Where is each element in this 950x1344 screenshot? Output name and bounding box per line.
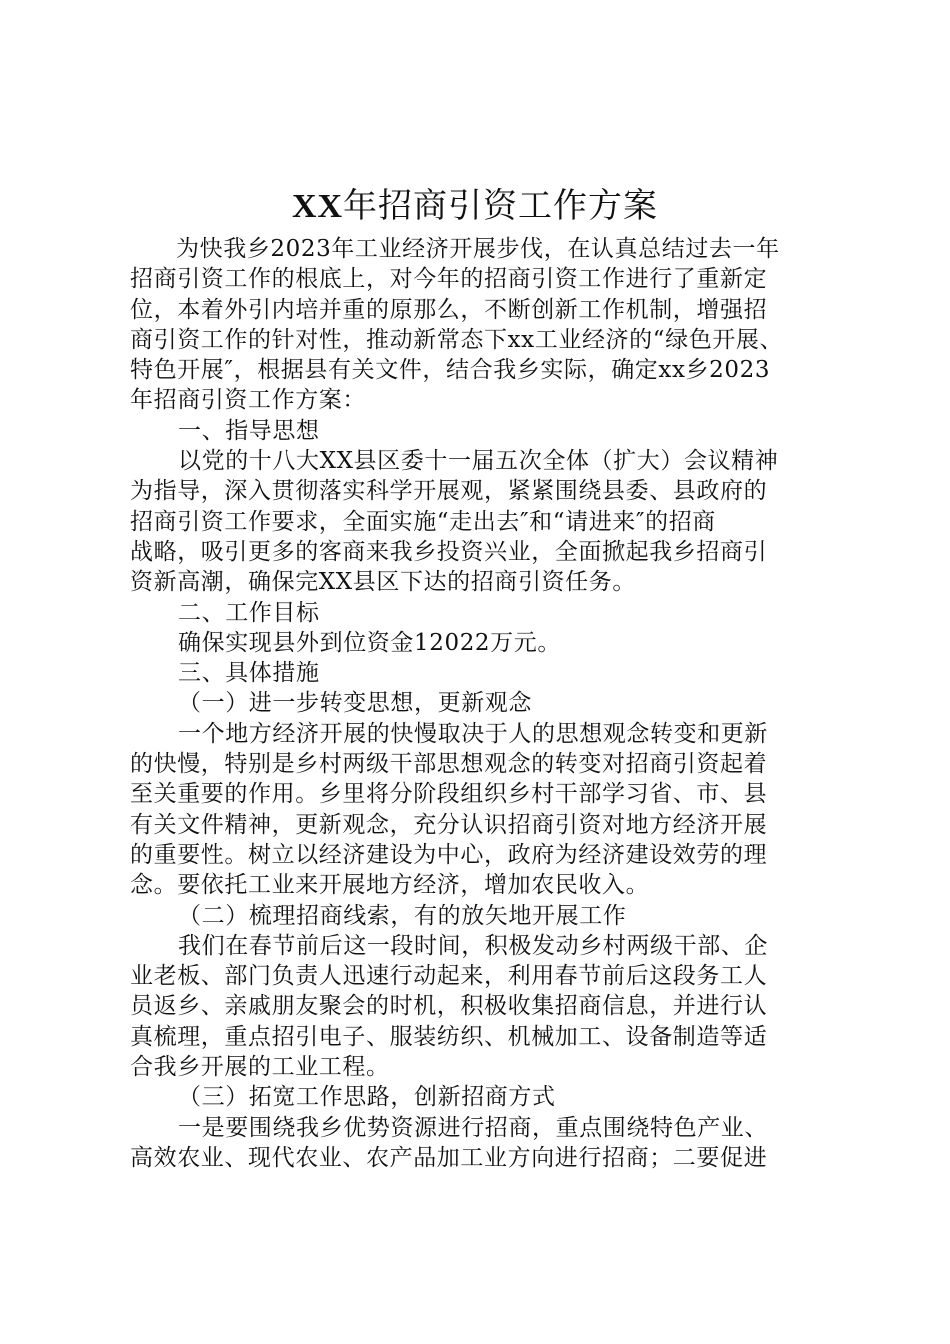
subsection-heading: （二）梳理招商线索，有的放矢地开展工作 xyxy=(178,902,627,929)
paragraph-line: 有关文件精神，更新观念，充分认识招商引资对地方经济开展 xyxy=(130,811,768,838)
paragraph-line: 高效农业、现代农业、农产品加工业方向进行招商；二要促进 xyxy=(130,1144,768,1171)
paragraph-line: 战略，吸引更多的客商来我乡投资兴业，全面掀起我乡招商引 xyxy=(130,538,768,565)
paragraph-line: 一个地方经济开展的快慢取决于人的思想观念转变和更新 xyxy=(178,720,768,747)
title-prefix: XX xyxy=(291,188,344,225)
section-heading: 二、工作目标 xyxy=(178,599,320,626)
paragraph-line: 真梳理，重点招引电子、服装纺织、机械加工、设备制造等适 xyxy=(130,1023,768,1050)
paragraph-line: 为快我乡2023年工业经济开展步伐，在认真总结过去一年 xyxy=(176,236,780,262)
paragraph-line: 为指导，深入贯彻落实科学开展观，紧紧围绕县委、县政府的 xyxy=(130,478,768,505)
subsection-heading: （一）进一步转变思想，更新观念 xyxy=(178,690,532,717)
paragraph-line: 确保实现县外到位资金12022万元。 xyxy=(178,629,561,656)
paragraph-line: 员返乡、亲戚朋友聚会的时机，积极收集招商信息，并进行认 xyxy=(130,993,768,1020)
subsection-heading: （三）拓宽工作思路，创新招商方式 xyxy=(178,1084,556,1111)
paragraph-line: 一是要围绕我乡优势资源进行招商，重点围绕特色产业、 xyxy=(178,1114,768,1141)
section-heading: 三、具体措施 xyxy=(178,660,320,687)
paragraph-line: 至关重要的作用。乡里将分阶段组织乡村干部学习省、市、县 xyxy=(130,781,768,808)
document-title xyxy=(0,184,950,229)
paragraph-line: 位，本着外引内培并重的原那么，不断创新工作机制，增强招 xyxy=(130,296,768,323)
paragraph-line: 年招商引资工作方案： xyxy=(130,387,366,414)
paragraph-line: 特色开展″，根据县有关文件，结合我乡实际，确定xx乡2023 xyxy=(130,357,771,384)
paragraph-line: 的重要性。树立以经济建设为中心，政府为经济建设效劳的理 xyxy=(130,841,768,868)
paragraph-line: 的快慢，特别是乡村两级干部思想观念的转变对招商引资起着 xyxy=(130,751,768,778)
title-suffix: 年招商引资工作方案 xyxy=(343,186,659,226)
paragraph-line: 念。要依托工业来开展地方经济，增加农民收入。 xyxy=(130,872,650,899)
paragraph-line: 资新高潮，确保完XX县区下达的招商引资任务。 xyxy=(130,569,636,596)
paragraph-line: 我们在春节前后这一段时间，积极发动乡村两级干部、企 xyxy=(178,932,768,959)
paragraph-line: 业老板、部门负责人迅速行动起来，利用春节前后这段务工人 xyxy=(130,963,768,990)
document-body xyxy=(130,234,850,1173)
paragraph-line: 招商引资工作的根底上，对今年的招商引资工作进行了重新定 xyxy=(130,266,768,293)
paragraph-line: 合我乡开展的工业工程。 xyxy=(130,1054,390,1081)
paragraph-line: 商引资工作的针对性，推动新常态下xx工业经济的“绿色开展、 xyxy=(130,326,784,353)
paragraph-line: 招商引资工作要求，全面实施“走出去″和“请进来″的招商 xyxy=(130,508,716,535)
paragraph-line: 以党的十八大XX县区委十一届五次全体（扩大）会议精神 xyxy=(178,448,779,475)
section-heading: 一、指导思想 xyxy=(178,417,320,444)
